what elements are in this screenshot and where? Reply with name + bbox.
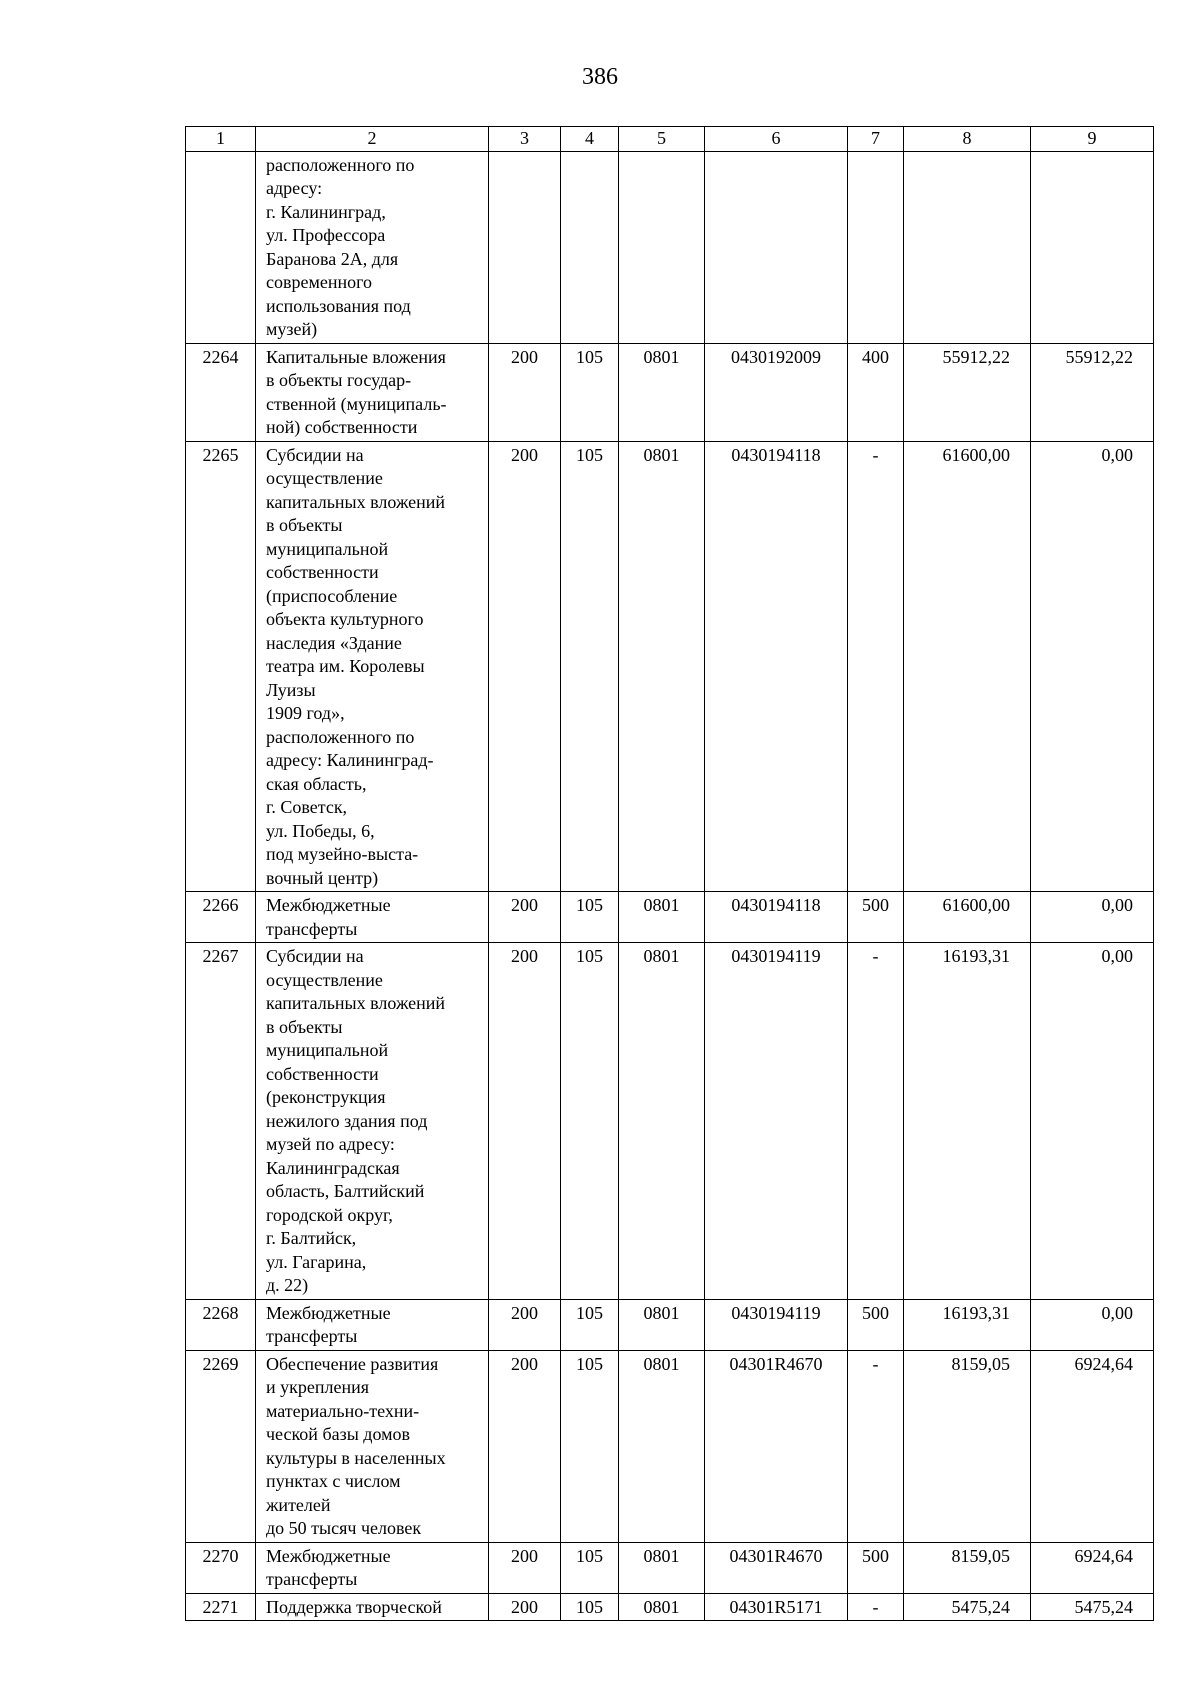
code-cell-7	[848, 151, 904, 343]
code-cell-6: 04301R4670	[705, 1542, 848, 1593]
row-number-cell: 2267	[186, 943, 256, 1300]
amount-cell-9: 0,00	[1031, 943, 1154, 1300]
row-number-cell: 2268	[186, 1299, 256, 1350]
table-row	[186, 1593, 1154, 1621]
amount-cell-9: 5475,24	[1031, 1593, 1154, 1621]
column-header: 2	[256, 127, 489, 152]
code-cell-4	[561, 151, 619, 343]
table-row	[186, 1542, 1154, 1593]
column-header: 9	[1031, 127, 1154, 152]
code-cell-7: 500	[848, 1299, 904, 1350]
code-cell-5: 0801	[619, 943, 705, 1300]
code-cell-4: 105	[561, 1299, 619, 1350]
row-number-cell: 2270	[186, 1542, 256, 1593]
code-cell-5: 0801	[619, 892, 705, 943]
column-header: 5	[619, 127, 705, 152]
column-header: 6	[705, 127, 848, 152]
amount-cell-9: 6924,64	[1031, 1350, 1154, 1542]
amount-cell-9: 0,00	[1031, 892, 1154, 943]
amount-cell-9: 55912,22	[1031, 343, 1154, 441]
code-cell-3: 200	[489, 343, 561, 441]
column-header: 8	[904, 127, 1031, 152]
code-cell-4: 105	[561, 1593, 619, 1621]
code-cell-3	[489, 151, 561, 343]
amount-cell-9: 0,00	[1031, 1299, 1154, 1350]
column-header: 7	[848, 127, 904, 152]
code-cell-6: 0430194119	[705, 943, 848, 1300]
row-number-cell	[186, 151, 256, 343]
column-header: 3	[489, 127, 561, 152]
code-cell-3: 200	[489, 892, 561, 943]
row-name-cell: Субсидии на осуществление капитальных вложений в объекты муниципальной собственности (приспособление объекта культурного наследия «Здание театра им. Королевы Луизы 1909 год», расположенного по адресу: Калининград- ская область, г. Советск, ул. Победы, 6, под музейно-выста- вочный центр)	[256, 441, 489, 892]
code-cell-6: 0430192009	[705, 343, 848, 441]
row-name-cell: Межбюджетные трансферты	[256, 1299, 489, 1350]
code-cell-5	[619, 151, 705, 343]
row-name-cell: Обеспечение развития и укрепления материально-техни- ческой базы домов культуры в населенных пунктах с числом жителей до 50 тысяч человек	[256, 1350, 489, 1542]
code-cell-5: 0801	[619, 1350, 705, 1542]
code-cell-7: -	[848, 1350, 904, 1542]
code-cell-5: 0801	[619, 1593, 705, 1621]
row-number-cell: 2264	[186, 343, 256, 441]
code-cell-3: 200	[489, 1593, 561, 1621]
table-row	[186, 1350, 1154, 1542]
code-cell-5: 0801	[619, 343, 705, 441]
code-cell-4: 105	[561, 441, 619, 892]
code-cell-7: 500	[848, 892, 904, 943]
code-cell-3: 200	[489, 1350, 561, 1542]
code-cell-6: 0430194118	[705, 441, 848, 892]
amount-cell-8: 16193,31	[904, 1299, 1031, 1350]
code-cell-4: 105	[561, 1350, 619, 1542]
row-number-cell: 2269	[186, 1350, 256, 1542]
amount-cell-9: 0,00	[1031, 441, 1154, 892]
amount-cell-9: 6924,64	[1031, 1542, 1154, 1593]
code-cell-6: 04301R5171	[705, 1593, 848, 1621]
table-row	[186, 343, 1154, 441]
code-cell-6	[705, 151, 848, 343]
amount-cell-8: 61600,00	[904, 441, 1031, 892]
amount-cell-8: 16193,31	[904, 943, 1031, 1300]
code-cell-5: 0801	[619, 1299, 705, 1350]
table-row	[186, 943, 1154, 1300]
code-cell-7: -	[848, 1593, 904, 1621]
row-name-cell: Поддержка творческой	[256, 1593, 489, 1621]
code-cell-4: 105	[561, 1542, 619, 1593]
code-cell-6: 0430194119	[705, 1299, 848, 1350]
page-number: 386	[582, 64, 618, 90]
table-row	[186, 441, 1154, 892]
table-row	[186, 151, 1154, 343]
code-cell-3: 200	[489, 943, 561, 1300]
row-name-cell: Межбюджетные трансферты	[256, 1542, 489, 1593]
amount-cell-8: 5475,24	[904, 1593, 1031, 1621]
code-cell-6: 04301R4670	[705, 1350, 848, 1542]
code-cell-4: 105	[561, 892, 619, 943]
row-number-cell: 2271	[186, 1593, 256, 1621]
amount-cell-8: 8159,05	[904, 1542, 1031, 1593]
amount-cell-8: 61600,00	[904, 892, 1031, 943]
row-number-cell: 2266	[186, 892, 256, 943]
table-row	[186, 892, 1154, 943]
amount-cell-8: 55912,22	[904, 343, 1031, 441]
code-cell-7: -	[848, 943, 904, 1300]
row-name-cell: расположенного по адресу: г. Калининград, ул. Профессора Баранова 2А, для современного использования под музей)	[256, 151, 489, 343]
code-cell-3: 200	[489, 1542, 561, 1593]
amount-cell-8: 8159,05	[904, 1350, 1031, 1542]
column-header: 4	[561, 127, 619, 152]
column-header: 1	[186, 127, 256, 152]
code-cell-5: 0801	[619, 441, 705, 892]
table-row	[186, 1299, 1154, 1350]
code-cell-3: 200	[489, 1299, 561, 1350]
code-cell-7: 500	[848, 1542, 904, 1593]
budget-table	[185, 126, 1154, 1621]
code-cell-7: 400	[848, 343, 904, 441]
row-name-cell: Межбюджетные трансферты	[256, 892, 489, 943]
code-cell-7: -	[848, 441, 904, 892]
row-number-cell: 2265	[186, 441, 256, 892]
code-cell-6: 0430194118	[705, 892, 848, 943]
row-name-cell: Капитальные вложения в объекты государ- ственной (муниципаль- ной) собственности	[256, 343, 489, 441]
amount-cell-9	[1031, 151, 1154, 343]
code-cell-4: 105	[561, 343, 619, 441]
code-cell-4: 105	[561, 943, 619, 1300]
header-row	[186, 127, 1154, 152]
code-cell-5: 0801	[619, 1542, 705, 1593]
amount-cell-8	[904, 151, 1031, 343]
code-cell-3: 200	[489, 441, 561, 892]
row-name-cell: Субсидии на осуществление капитальных вложений в объекты муниципальной собственности (реконструкция нежилого здания под музей по адресу: Калининградская область, Балтийский городской округ, г. Балтийск, ул. Гагарина, д. 22)	[256, 943, 489, 1300]
